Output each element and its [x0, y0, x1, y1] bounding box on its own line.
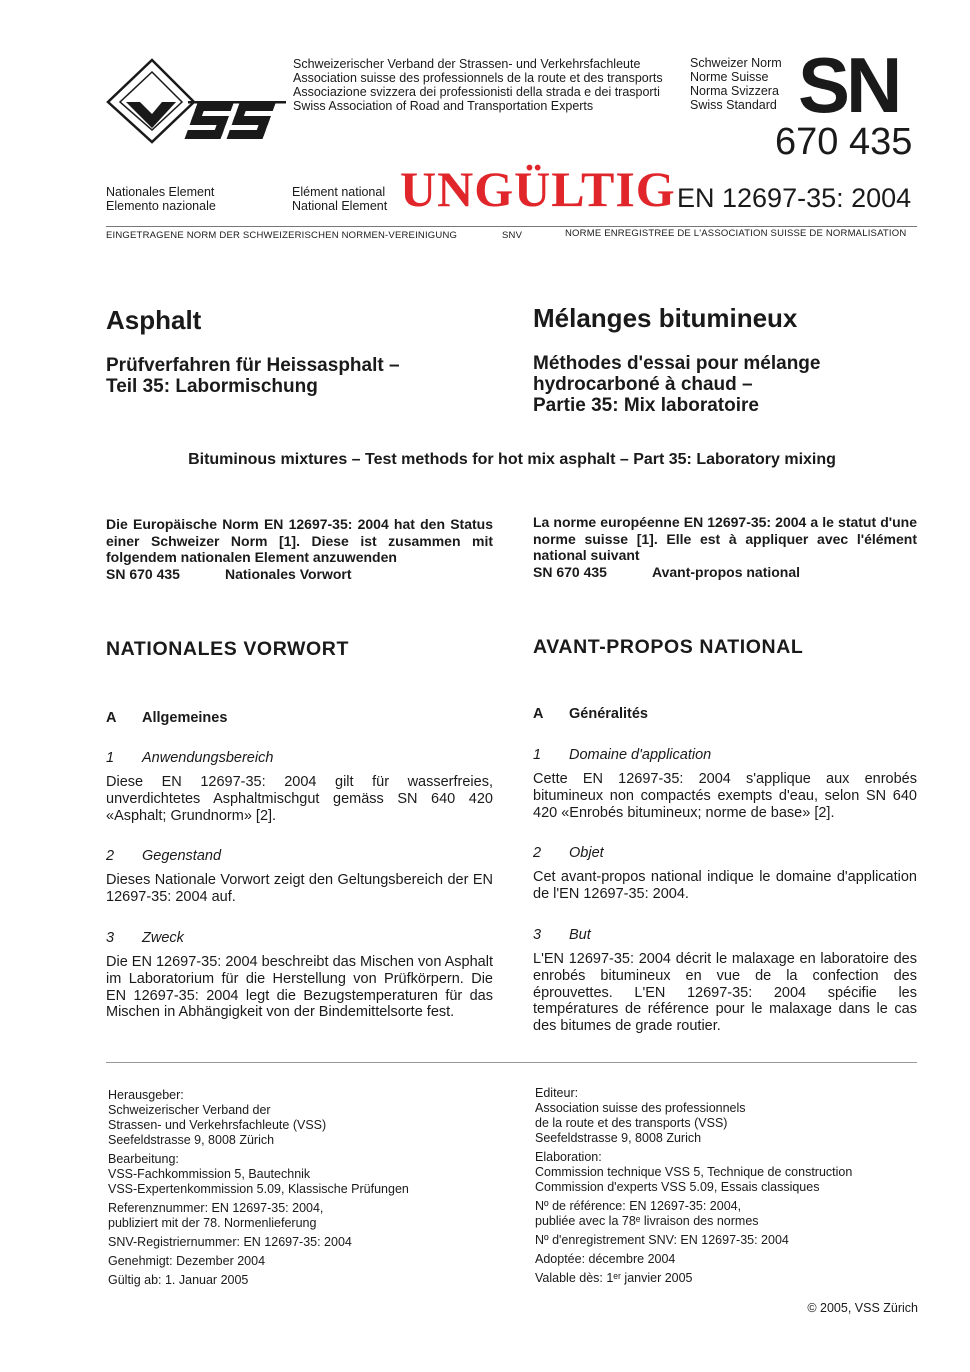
footer-de-editing-1: VSS-Fachkommission 5, Bautechnik — [108, 1167, 311, 1181]
footer-de-approved: Genehmigt: Dezember 2004 — [108, 1254, 266, 1268]
left-element — [106, 185, 216, 213]
item-2-de-heading — [106, 848, 221, 864]
heading-de: NATIONALES VORWORT — [106, 638, 349, 660]
item-1-de-text: Diese EN 12697-35: 2004 gilt für wasserfreies, unverdichtetes Asphaltmischgut gemäss SN 640 420 «Asphalt; Grundnorm» [2]. — [106, 774, 493, 824]
footer-fr-editing-1: Commission technique VSS 5, Technique de construction — [535, 1165, 853, 1179]
section-a-fr-letter: A — [533, 706, 544, 722]
status-de-text: Die Europäische Norm EN 12697-35: 2004 hat den Status einer Schweizer Norm [1]. Diese ist zusammen mit folgendem nationalen Element anzuwenden — [106, 516, 493, 565]
registered-de: EINGETRAGENE NORM DER SCHWEIZERISCHEN NORMEN-VEREINIGUNG — [106, 230, 458, 241]
item-1-de-heading — [106, 750, 273, 766]
subtitle-fr-line-1: Méthodes d'essai pour mélange — [533, 353, 821, 374]
en-number: EN 12697-35: 2004 — [677, 183, 912, 213]
subtitle-fr — [533, 353, 820, 416]
status-de-ref — [106, 566, 493, 583]
item-3-fr-title: But — [569, 927, 591, 943]
footer-fr-approved: Adoptée: décembre 2004 — [535, 1252, 676, 1266]
footer-de-publisher-1: Schweizerischer Verband der — [108, 1103, 271, 1117]
mid-element-fr: Elément national — [292, 185, 386, 199]
mid-element-en: National Element — [292, 199, 388, 213]
item-2-de-text: Dieses Nationale Vorwort zeigt den Geltungsbereich der EN 12697-35: 2004 auf. — [106, 872, 493, 905]
item-3-fr-text: L'EN 12697-35: 2004 décrit le malaxage en laboratoire des enrobés bitumineux en vue de la confection des éprouvettes. L'EN 12697-35: 2004 spécifie les températures de référence pour le malaxage dans le cas des bitumes de grade routier. — [533, 951, 917, 1035]
footer-fr-address: Seefeldstrasse 9, 8008 Zurich — [535, 1131, 702, 1145]
snv-label: SNV — [502, 230, 523, 241]
section-a-de-title: Allgemeines — [142, 710, 228, 726]
section-a-de-letter: A — [106, 710, 117, 726]
item-2-fr-number: 2 — [533, 845, 542, 861]
item-3-fr-number: 3 — [533, 927, 542, 943]
status-fr-text: La norme européenne EN 12697-35: 2004 a le statut d'une norme suisse [1]. Elle est à appliquer avec l'élément national suivant — [533, 514, 917, 563]
footer-fr-publisher-1: Association suisse des professionnels — [535, 1101, 746, 1115]
norm-type-fr: Norme Suisse — [690, 70, 769, 84]
item-2-fr-heading — [533, 845, 604, 861]
item-1-fr-title: Domaine d'application — [569, 747, 712, 763]
footer-de-publisher-2: Strassen- und Verkehrsfachleute (VSS) — [108, 1118, 327, 1132]
left-element-it: Elemento nazionale — [106, 199, 216, 213]
invalid-stamp: UNGÜLTIG — [400, 161, 676, 217]
norm-type — [690, 56, 782, 112]
item-2-fr-title: Objet — [569, 845, 604, 861]
association-names — [293, 57, 663, 113]
item-3-de-text: Die EN 12697-35: 2004 beschreibt das Mischen von Asphalt im Laboratorium für die Herstellung von Prüfkörpern. Die EN 12697-35: 2004 legt die Bezugstemperaturen für das Mischen in Abhängigkeit von der Bindemittelsorte fest. — [106, 954, 493, 1021]
status-fr-ref-number: SN 670 435 — [533, 563, 607, 580]
item-1-fr-heading — [533, 747, 711, 763]
item-2-de-number: 2 — [106, 848, 115, 864]
header-divider — [106, 226, 917, 227]
heading-fr: AVANT-PROPOS NATIONAL — [533, 636, 804, 658]
item-2-fr-text: Cet avant-propos national indique le domaine d'application de l'EN 12697-35: 2004. — [533, 869, 917, 902]
item-1-fr-text: Cette EN 12697-35: 2004 s'applique aux enrobés bitumineux non compactés exempts d'eau, selon SN 640 420 «Enrobés bitumineux; norme de base» [2]. — [533, 771, 917, 821]
footer-fr-editing-label: Elaboration: — [535, 1150, 602, 1164]
footer-de-editing-label: Bearbeitung: — [108, 1152, 179, 1166]
norm-type-de: Schweizer Norm — [690, 56, 782, 70]
doc-number: 670 435 — [775, 121, 913, 163]
item-2-de-title: Gegenstand — [142, 848, 222, 864]
vss-logo — [104, 58, 286, 144]
subtitle-de — [106, 355, 400, 397]
association-it: Associazione svizzera dei professionisti della strada e dei trasporti — [293, 85, 660, 99]
left-element-de: Nationales Element — [106, 185, 215, 199]
footer-de-address: Seefeldstrasse 9, 8008 Zürich — [108, 1133, 275, 1147]
subtitle-fr-line-2: hydrocarboné à chaud – — [533, 374, 753, 395]
item-3-de-number: 3 — [106, 930, 115, 946]
title-de: Asphalt — [106, 305, 202, 335]
item-1-de-title: Anwendungsbereich — [142, 750, 274, 766]
association-en: Swiss Association of Road and Transportation Experts — [293, 99, 594, 113]
footer-de-published: publiziert mit der 78. Normenlieferung — [108, 1216, 317, 1230]
footer-fr-publisher-2: de la route et des transports (VSS) — [535, 1116, 728, 1130]
subtitle-fr-line-3: Partie 35: Mix laboratoire — [533, 395, 759, 416]
status-fr-ref-label: Avant-propos national — [652, 563, 801, 580]
item-1-fr-number: 1 — [533, 747, 542, 763]
norm-type-en: Swiss Standard — [690, 98, 777, 112]
footer-fr-reference: Nº de référence: EN 12697-35: 2004, — [535, 1199, 742, 1213]
footer-de-reference: Referenznummer: EN 12697-35: 2004, — [108, 1201, 324, 1215]
association-fr: Association suisse des professionnels de la route et des transports — [293, 71, 663, 85]
mid-element — [292, 185, 387, 213]
item-3-de-title: Zweck — [142, 930, 184, 946]
footer-de-registration: SNV-Registriernummer: EN 12697-35: 2004 — [108, 1235, 352, 1249]
footer-fr-publisher-label: Editeur: — [535, 1086, 579, 1100]
registered-fr: NORME ENREGISTREE DE L'ASSOCIATION SUISSE DE NORMALISATION — [565, 228, 907, 239]
section-a-de — [106, 710, 227, 726]
footer-fr-valid-from: Valable dès: 1ᵉʳ janvier 2005 — [535, 1271, 693, 1285]
title-en: Bituminous mixtures – Test methods for hot mix asphalt – Part 35: Laboratory mixing — [188, 451, 836, 468]
footer-divider — [106, 1062, 917, 1063]
status-fr — [533, 514, 917, 580]
item-1-de-number: 1 — [106, 750, 115, 766]
item-3-de-heading — [106, 930, 184, 946]
status-fr-ref — [533, 564, 917, 581]
subtitle-de-line-1: Prüfverfahren für Heissasphalt – — [106, 355, 400, 376]
status-de — [106, 516, 493, 582]
footer-de-editing-2: VSS-Expertenkommission 5.09, Klassische Prüfungen — [108, 1182, 409, 1196]
title-fr: Mélanges bitumineux — [533, 303, 798, 333]
status-de-ref-number: SN 670 435 — [106, 565, 180, 582]
item-3-fr-heading — [533, 927, 591, 943]
status-de-ref-label: Nationales Vorwort — [225, 565, 352, 582]
footer-fr-editing-2: Commission d'experts VSS 5.09, Essais classiques — [535, 1180, 820, 1194]
footer-fr — [535, 1086, 852, 1286]
association-de: Schweizerischer Verband der Strassen- und Verkehrsfachleute — [293, 57, 641, 71]
sn-logo: SN — [798, 41, 899, 129]
footer-fr-published: publiée avec la 78ᵉ livraison des normes — [535, 1214, 759, 1228]
copyright: © 2005, VSS Zürich — [807, 1301, 918, 1315]
norm-type-it: Norma Svizzera — [690, 84, 779, 98]
footer-de-publisher-label: Herausgeber: — [108, 1088, 184, 1102]
subtitle-de-line-2: Teil 35: Labormischung — [106, 376, 318, 397]
section-a-fr — [533, 706, 648, 722]
footer-fr-registration: Nº d'enregistrement SNV: EN 12697-35: 2004 — [535, 1233, 789, 1247]
footer-de-valid-from: Gültig ab: 1. Januar 2005 — [108, 1273, 249, 1287]
footer-de — [108, 1088, 409, 1288]
section-a-fr-title: Généralités — [569, 706, 648, 722]
